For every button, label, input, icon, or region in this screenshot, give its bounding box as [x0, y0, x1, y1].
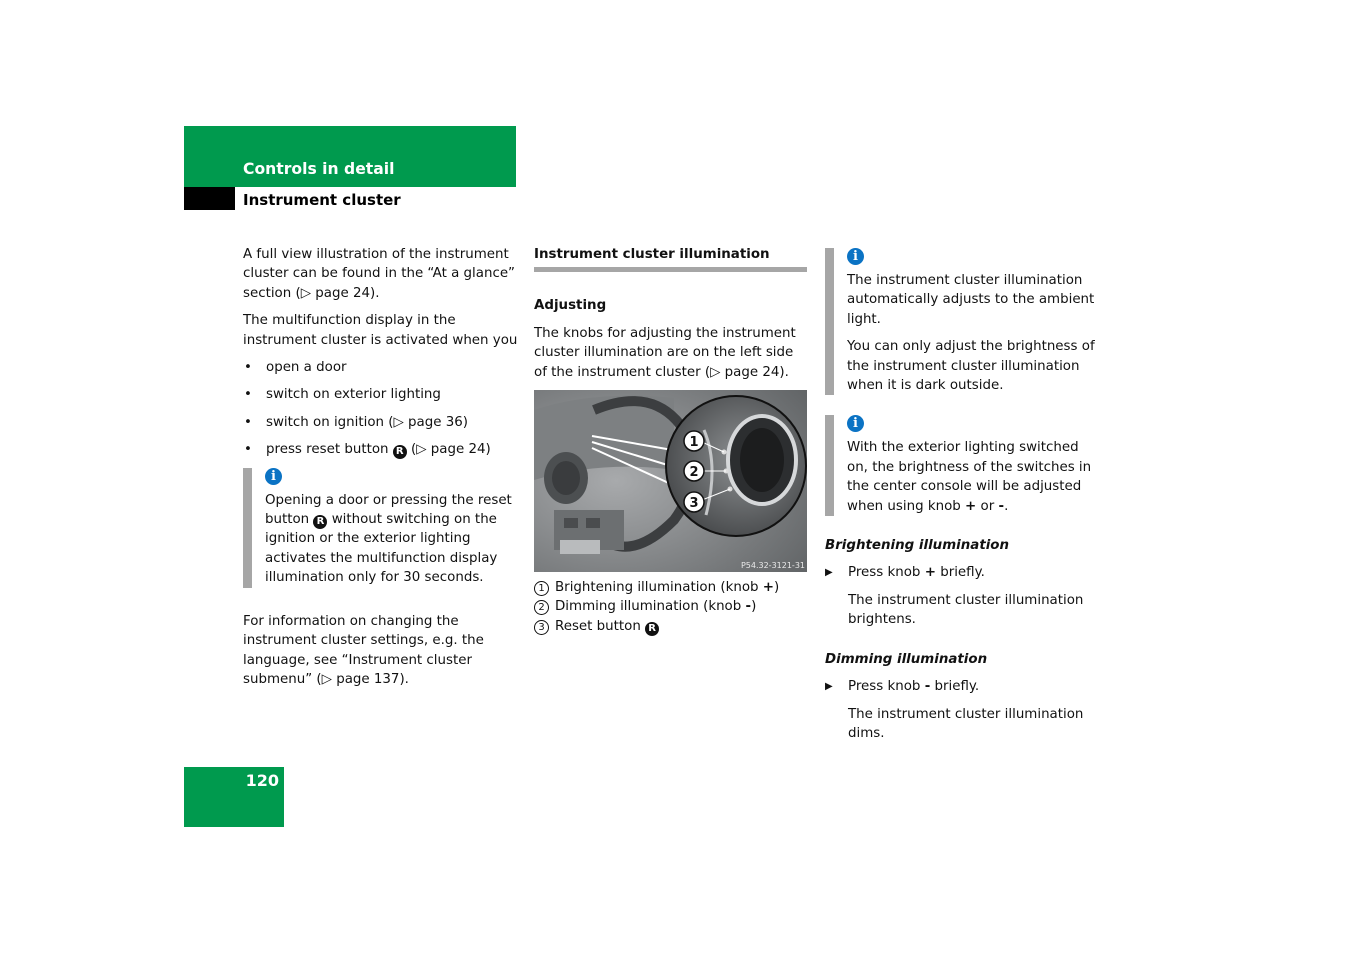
section-heading: Instrument cluster illumination	[534, 247, 770, 262]
callout-2: 2	[689, 465, 699, 481]
callout-3: 3	[689, 496, 699, 512]
reset-button-symbol: R	[645, 622, 659, 636]
dimming-heading: Dimming illumination	[825, 651, 988, 667]
info-icon: i	[847, 248, 864, 265]
brightening-step: ▶ Press knob + briefly.	[825, 563, 1100, 582]
brightening-heading: Brightening illumination	[825, 538, 1010, 554]
info-icon: i	[847, 415, 864, 432]
list-item: • switch on exterior lighting	[244, 387, 441, 403]
section-title: Instrument cluster	[243, 191, 401, 209]
legend-item: 3 Reset button R	[534, 617, 807, 636]
heading-rule	[534, 267, 807, 272]
instrument-cluster-illustration	[534, 390, 807, 572]
brightening-result: The instrument cluster illumination brightens.	[848, 592, 1084, 628]
info-note-text: Opening a door or pressing the reset button R without switching on the ignition or the exterior lighting activates the multifunction display illumination only for 30 seconds.	[265, 492, 512, 586]
info-note-center-console	[825, 415, 1100, 516]
legend-item: 1 Brightening illumination (knob +)	[534, 578, 807, 597]
info-note-text: You can only adjust the brightness of the instrument cluster illumination when it is dark outside.	[847, 339, 1095, 394]
list-item: • open a door	[244, 360, 347, 376]
chapter-title: Controls in detail	[243, 160, 395, 178]
figure-legend	[534, 578, 807, 636]
reset-button-symbol: R	[393, 445, 407, 459]
subheading-adjusting: Adjusting	[534, 298, 607, 314]
column-left	[243, 245, 518, 689]
info-note-ambient	[825, 248, 1100, 395]
step-arrow-icon: ▶	[825, 681, 833, 693]
page-number: 120	[245, 771, 279, 790]
adjusting-text: The knobs for adjusting the instrument cluster illumination are on the left side of the instrument cluster (▷ page 24).	[534, 325, 796, 380]
list-item: • switch on ignition (▷ page 36)	[244, 414, 469, 430]
activation-paragraph: The multifunction display in the instrument cluster is activated when you	[243, 313, 518, 348]
dimming-result: The instrument cluster illumination dims.	[848, 706, 1084, 741]
column-right	[825, 245, 1100, 743]
info-note-text: The instrument cluster illumination automatically adjusts to the ambient light.	[847, 273, 1095, 327]
image-code: P54.32-3121-31	[740, 561, 805, 571]
info-note-text: With the exterior lighting switched on, the brightness of the switches in the center console will be adjusted when using knob + or -.	[847, 440, 1092, 514]
dimming-step: ▶ Press knob - briefly.	[825, 677, 1100, 696]
list-item: • press reset button R (▷ page 24)	[244, 442, 491, 458]
info-icon: i	[265, 468, 282, 485]
info-note-reset	[243, 468, 518, 588]
callout-1: 1	[689, 435, 699, 451]
header-black-tab	[184, 187, 235, 210]
submenu-reference: For information on changing the instrument cluster settings, e.g. the language, see “Instrument cluster submenu” (▷ page 137).	[243, 613, 484, 687]
step-arrow-icon: ▶	[825, 567, 833, 579]
activation-list	[243, 358, 518, 460]
reset-button-symbol: R	[313, 515, 327, 529]
column-middle	[534, 245, 807, 636]
intro-paragraph: A full view illustration of the instrument cluster can be found in the “At a glance” section (▷ page 24).	[243, 247, 515, 301]
legend-item: 2 Dimming illumination (knob -)	[534, 597, 807, 616]
